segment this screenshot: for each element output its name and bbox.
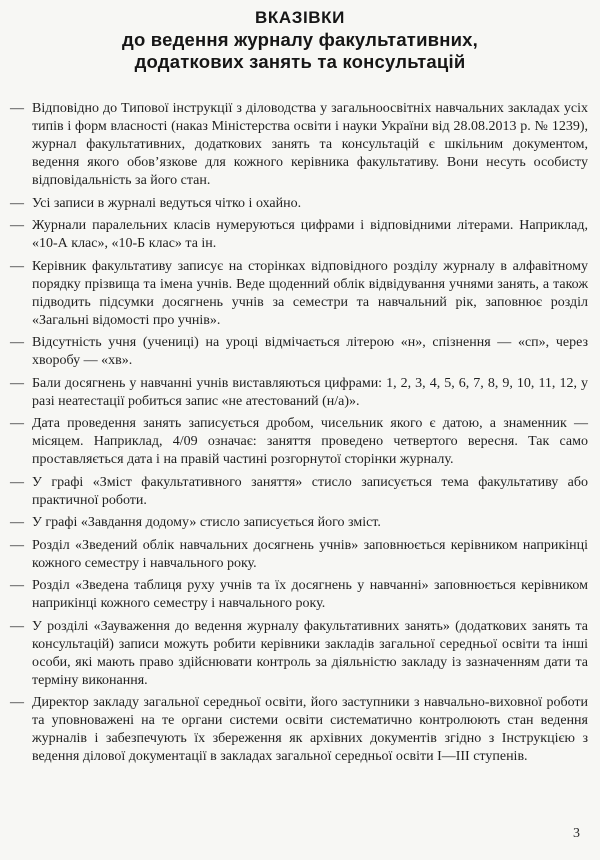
dash-marker: — <box>10 335 24 350</box>
dash-marker: — <box>10 618 24 634</box>
dash-marker: — <box>10 695 24 710</box>
dash-marker: — <box>10 416 24 431</box>
list-item <box>10 334 588 370</box>
paragraph-text: Розділ «Зведений облік навчальних досягнень учнів» заповнюється керівником наприкінці кожного семестру і навчального року. <box>32 537 588 571</box>
page-title: ВКАЗІВКИ <box>255 8 345 27</box>
list-item <box>10 577 588 613</box>
list-item <box>10 258 588 330</box>
list-item <box>10 618 588 690</box>
page-subtitle-line-2: додаткових занять та консультацій <box>134 51 466 72</box>
paragraph-text: Усі записи в журналі ведуться чітко і охайно. <box>32 195 302 211</box>
page-subtitle-line-1: до ведення журналу факультативних, <box>122 29 478 50</box>
paragraph-text: Відповідно до Типової інструкції з діловодства у загальноосвітніх навчальних закладах усіх типів і форм власності (наказ Міністерства освіти і науки України від 28.08.2013 р. № 1239), журнал факультативних, додаткових занять та консультацій є шкільним документом, ведення якого обов’язкове для кожного керівника факультативу. Вони несуть особисту відповідальність за його стан. <box>32 101 588 188</box>
list-item <box>10 100 588 190</box>
paragraph-text: У графі «Завдання додому» стисло записується його зміст. <box>32 515 381 530</box>
dash-marker: — <box>10 195 24 211</box>
dash-marker: — <box>10 375 24 391</box>
dash-marker: — <box>10 474 24 490</box>
list-item <box>10 375 588 411</box>
page-number: 3 <box>573 826 580 841</box>
page-footer <box>573 826 580 842</box>
dash-marker: — <box>10 218 24 233</box>
paragraph-text: Журнали паралельних класів нумеруються цифрами і відповідними літерами. Наприклад, «10-А клас», «10-Б клас» та ін. <box>32 218 588 251</box>
dash-marker: — <box>10 101 24 116</box>
title-block <box>0 0 600 73</box>
dash-marker: — <box>10 537 24 553</box>
dash-marker: — <box>10 515 24 530</box>
paragraph-text: Директор закладу загальної середньої освіти, його заступники з навчально-виховної роботи та уповноважені на те органи системи освіти систематично контролюють стан ведення журналів і забезпечують їх збереження як архівних документів згідно з Інструкцією з ведення ділової документації в закладах загальної середньої освіти I—III ступенів. <box>32 695 588 764</box>
list-item <box>10 514 588 532</box>
list-item <box>10 195 588 213</box>
list-item <box>10 217 588 253</box>
paragraph-text: У графі «Зміст факультативного заняття» стисло записується тема факультативу або практичної роботи. <box>32 474 588 508</box>
dash-marker: — <box>10 578 24 593</box>
list-item <box>10 694 588 766</box>
paragraph-text: Дата проведення занять записується дробом, чисельник якого є датою, а знаменник — місяцем. Наприклад, 4/09 означає: заняття проведено четвертого вересня. Так само проставляється дата і на правій частині розгорнутої сторінки журналу. <box>32 416 588 467</box>
instructions-list <box>0 100 600 766</box>
paragraph-text: У розділі «Зауваження до ведення журналу факультативних занять» (додаткових занять та консультацій) записи можуть робити керівники закладів загальної середньої освіти та інші особи, які мають право здійснювати контроль за діяльністю закладу із зазначенням дати та терміну виконання. <box>32 618 588 688</box>
dash-marker: — <box>10 258 24 274</box>
list-item <box>10 474 588 510</box>
paragraph-text: Розділ «Зведена таблиця руху учнів та їх досягнень у навчанні» заповнюється керівником наприкінці кожного семестру і навчального року. <box>32 578 588 611</box>
list-item <box>10 537 588 573</box>
list-item <box>10 415 588 469</box>
paragraph-text: Керівник факультативу записує на сторінках відповідного розділу журналу в алфавітному порядку прізвища та імена учнів. Веде щоденний облік відвідування учнями занять, а також підводить підсумки досягнень учнів за семестри та навчальний рік, заповнює розділ «Загальні відомості про учнів». <box>32 258 588 328</box>
paragraph-text: Відсутність учня (учениці) на уроці відмічається літерою «н», спізнення — «сп», через хворобу — «хв». <box>32 335 588 368</box>
paragraph-text: Бали досягнень у навчанні учнів виставляються цифрами: 1, 2, 3, 4, 5, 6, 7, 8, 9, 10, 11, 12, у разі неатестації робиться запис «не атестований (н/а)». <box>32 375 588 409</box>
